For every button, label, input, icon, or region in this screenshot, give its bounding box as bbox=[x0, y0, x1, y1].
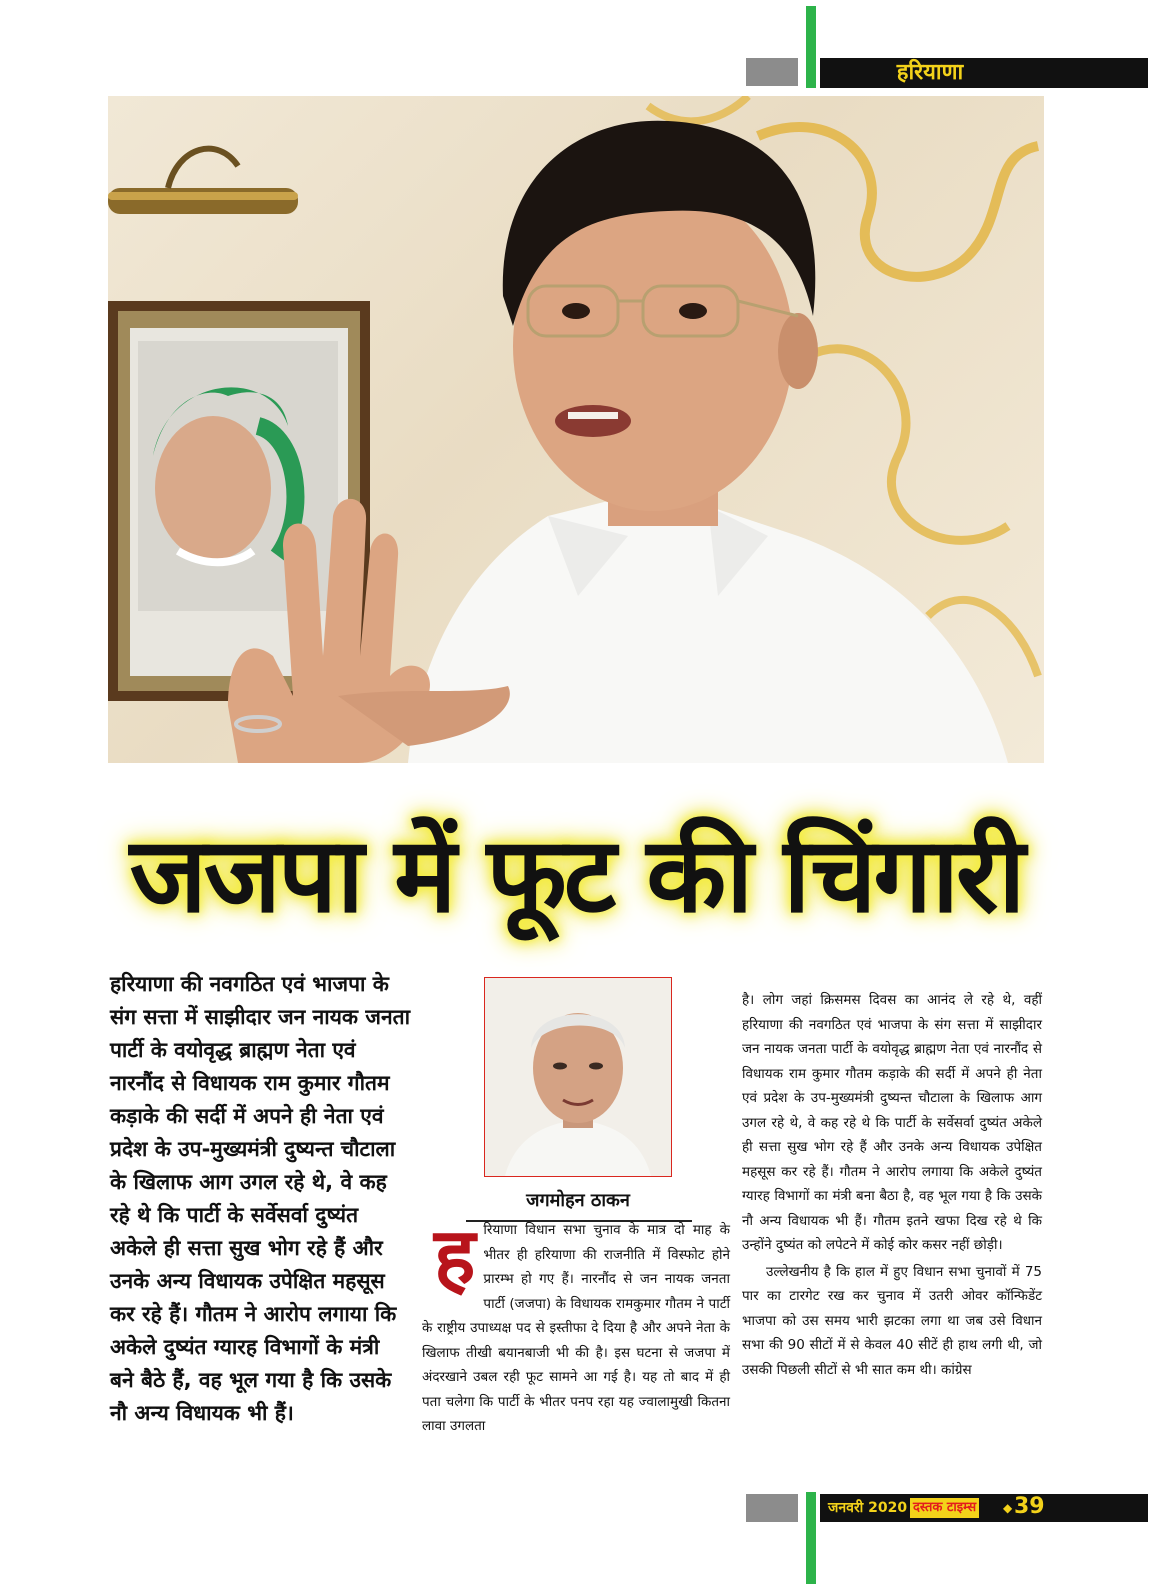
magazine-logo: दस्तक टाइम्स bbox=[910, 1498, 979, 1518]
article-column-right bbox=[742, 988, 1042, 1382]
article-column-middle bbox=[422, 1212, 730, 1439]
section-label: हरियाणा bbox=[896, 60, 964, 85]
hero-photo bbox=[108, 96, 1044, 763]
issue-date: जनवरी 2020 bbox=[828, 1500, 908, 1516]
article-paragraph: है। लोग जहां क्रिसमस दिवस का आनंद ले रहे थे, वहीं हरियाणा की नवगठित एवं भाजपा के संग सत्ता में साझीदार जन नायक जनता पार्टी के वयोवृद्ध ब्राह्मण नेता एवं नारनौंद से विधायक राम कुमार गौतम कड़ाके की सर्दी में अपने ही नेता एवं प्रदेश के उप-मुख्यमंत्री दुष्यन्त चौटाला के खिलाफ आग उगल रहे थे, वे कह रहे थे कि पार्टी के सर्वेसर्वा दुष्यंत अकेले ही सत्ता सुख भोग रहे हैं और उनके अन्य विधायक उपेक्षित महसूस कर रहे हैं। गौतम ने आरोप लगाया कि अकेले दुष्यंत ग्यारह विभागों का मंत्री बना बैठा है, वह भूल गया है कि उसके नौ अन्य विधायक भी हैं। गौतम इतने खफा दिख रहे थे कि उन्होंने दुष्यंत को लपेटने में कोई कोर कसर नहीं छोड़ी। bbox=[742, 992, 1042, 1253]
footer-green-bar bbox=[806, 1492, 816, 1584]
bullet-icon: ◆ bbox=[1003, 1501, 1013, 1515]
article-text-middle: रियाणा विधान सभा चुनाव के मात्र दो माह के भीतर ही हरियाणा की राजनीति में विस्फोट होने प्रारम्भ हो गए हैं। नारनौंद से जन नायक जनता पार्टी (जजपा) के विधायक रामकुमार गौतम ने पार्टी के राष्ट्रीय उपाध्यक्ष पद से इस्तीफा दे दिया है और अपने नेता के खिलाफ तीखी बयानबाजी भी की है। इस घटना से जजपा में अंदरखाने उबल रही फूट सामने आ गई है। यह तो बाद में ही पता चलेगा कि पार्टी के भीतर पनप रहा यह ज्वालामुखी कितना लावा उगलता bbox=[422, 1222, 730, 1434]
lead-paragraph: हरियाणा की नवगठित एवं भाजपा के संग सत्ता में साझीदार जन नायक जनता पार्टी के वयोवृद्ध ब्राह्मण नेता एवं नारनौंद से विधायक राम कुमार गौतम कड़ाके की सर्दी में अपने ही नेता एवं प्रदेश के उप-मुख्यमंत्री दुष्यन्त चौटाला के खिलाफ आग उगल रहे थे, वे कह रहे थे कि पार्टी के सर्वेसर्वा दुष्यंत अकेले ही सत्ता सुख भोग रहे हैं और उनके अन्य विधायक उपेक्षित महसूस कर रहे हैं। गौतम ने आरोप लगाया कि अकेले दुष्यंत ग्यारह विभागों के मंत्री बने बैठे हैं, वह भूल गया है कि उसके नौ अन्य विधायक भी हैं। bbox=[110, 972, 411, 1425]
page-number: 39 bbox=[1014, 1494, 1045, 1519]
dropcap: ह bbox=[434, 1212, 476, 1302]
header-gray-block bbox=[746, 58, 798, 86]
headline: जजपा में फूट की चिंगारी bbox=[129, 814, 1023, 936]
footer-gray-block bbox=[746, 1494, 798, 1522]
author-name: जगमोहन ठाकन bbox=[526, 1190, 630, 1211]
photo-icon bbox=[108, 96, 1044, 763]
article-paragraph: उल्लेखनीय है कि हाल में हुए विधान सभा चुनावों में 75 पार का टारगेट रख कर चुनाव में उतरी ओवर कॉन्फिडेंट भाजपा को उस समय भारी झटका लगा था जब उसे विधान सभा की 90 सीटों में से केवल 40 सीटें ही हाथ लगी थी, जो उसकी पिछली सीटों से भी सात कम थी। कांग्रेस bbox=[742, 1263, 1042, 1378]
author-photo bbox=[484, 977, 672, 1177]
avatar bbox=[485, 978, 671, 1176]
header-green-bar bbox=[806, 6, 816, 88]
